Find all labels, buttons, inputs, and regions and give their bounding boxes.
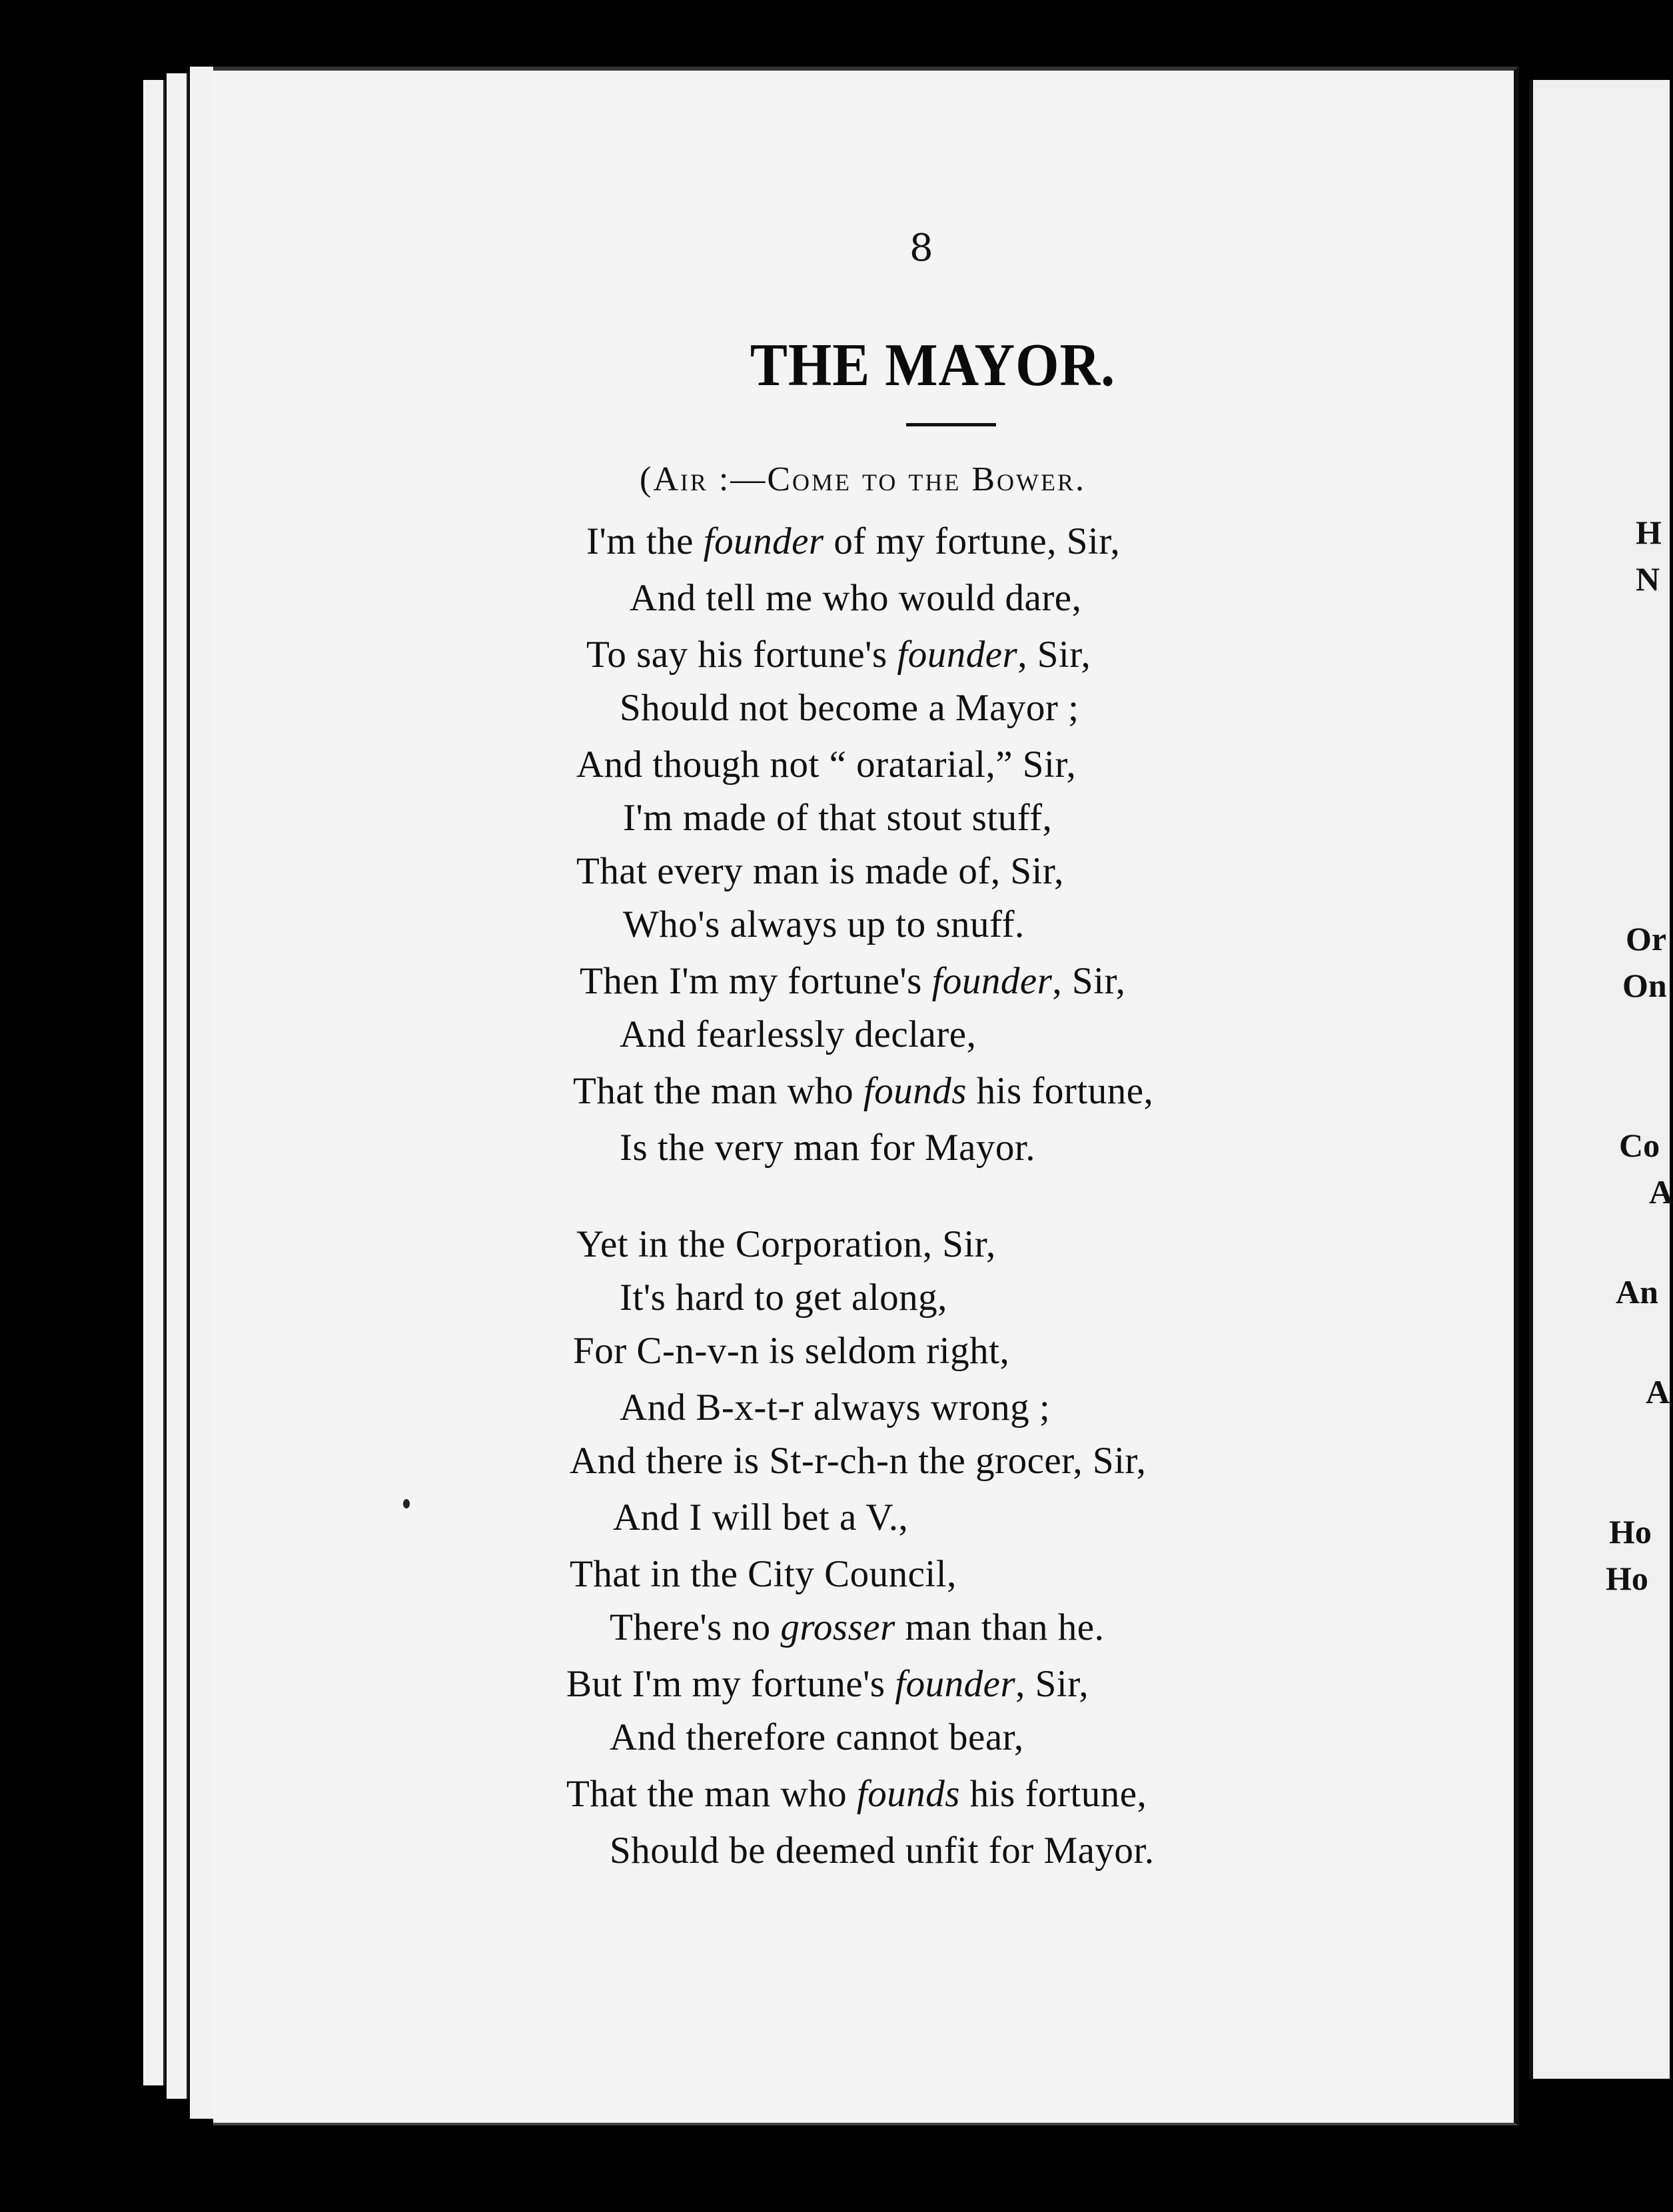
verse-text: But I'm my fortune's [566,1663,895,1705]
verse-text: I'm made of that stout stuff, [623,797,1053,839]
verse-text: , Sir, [1052,960,1126,1002]
verse-line [610,1829,1155,1872]
facing-page-fragment: Or [1626,920,1667,957]
facing-page [1529,80,1670,2079]
verse-text: That every man is made of, Sir, [576,850,1064,892]
verse-line [610,1606,1104,1649]
verse-text: man than he. [895,1606,1105,1648]
verse-line [576,743,1076,786]
page-number: 8 [909,227,933,270]
italic-word: grosser [780,1606,895,1648]
verse-text: of my fortune, Sir, [824,520,1121,562]
verse-text: And B-x-t-r always wrong ; [620,1386,1051,1428]
verse-text: And tell me who would dare, [630,577,1082,619]
verse-text: And therefore cannot bear, [610,1716,1024,1758]
page-stack-edge [143,80,165,2085]
facing-page-fragment: N [1636,560,1660,598]
italic-word: founder [703,520,824,562]
facing-page-fragment: Ho [1609,1513,1652,1550]
verse-text: And I will bet a V., [613,1496,909,1538]
verse-text: That the man who [566,1773,857,1815]
verse-line [623,903,1025,946]
verse-line [573,1329,1009,1373]
verse-text: Yet in the Corporation, Sir, [576,1223,996,1265]
facing-page-fragment: Ho [1606,1560,1648,1597]
title-rule [906,423,996,426]
verse-line [610,1716,1024,1759]
verse-line [620,1386,1050,1429]
italic-word: founds [856,1773,960,1815]
facing-page-fragment: An [1616,1273,1658,1311]
facing-page-fragment: On [1622,967,1667,1004]
verse-text: And fearlessly declare, [620,1013,977,1055]
verse-text: Should not become a Mayor ; [620,687,1079,729]
verse-text: , Sir, [1015,1663,1089,1705]
verse-line [586,520,1120,563]
verse-text: his fortune, [959,1773,1147,1815]
verse-text: Then I'm my fortune's [580,960,932,1002]
verse-text: That in the City Council, [570,1553,957,1595]
verse-text: Is the very man for Mayor. [620,1127,1035,1169]
verse-line [573,1069,1153,1113]
verse-text: To say his fortune's [586,634,897,676]
verse-line [570,1439,1146,1482]
italic-word: founder [895,1663,1016,1705]
verse-text: And though not “ oratarial,” Sir, [576,744,1077,786]
facing-page-fragment: Co [1619,1127,1660,1164]
verse-line [613,1496,908,1539]
verse-text: his fortune, [966,1070,1154,1112]
verse-text: There's no [610,1606,781,1648]
verse-text: I'm the [586,520,704,562]
verse-line [566,1662,1089,1706]
verse-line [580,959,1125,1003]
verse-text: And there is St-r-ch-n the grocer, Sir, [570,1440,1147,1482]
verse-line [586,633,1091,676]
verse-line [576,1223,996,1266]
verse-line [620,686,1079,730]
verse-text: For C-n-v-n is seldom right, [573,1330,1010,1372]
verse-text: Should be deemed unfit for Mayor. [610,1830,1155,1872]
verse-line [623,796,1052,839]
italic-word: founder [897,634,1018,676]
verse-line [576,849,1064,893]
italic-word: founds [863,1070,967,1112]
air-line: (Air :—Come to the Bower. [640,460,1086,498]
verse-text: It's hard to get along, [620,1277,947,1319]
italic-word: founder [931,960,1053,1002]
song-title: THE MAYOR. [750,332,1116,399]
verse-text: Who's always up to snuff. [623,903,1025,945]
verse-line [570,1552,957,1596]
verse-line [630,576,1081,620]
facing-page-fragment: A [1649,1173,1673,1211]
verse-line [620,1126,1035,1169]
verse-text: , Sir, [1017,634,1091,676]
facing-page-fragment: A [1646,1373,1670,1410]
facing-page-fragment: H [1636,514,1662,551]
verse-line [566,1772,1147,1816]
ink-speck [403,1499,410,1508]
verse-line [620,1276,947,1319]
page-stack-edge [167,73,189,2099]
verse-line [620,1013,976,1056]
verse-text: That the man who [573,1070,863,1112]
